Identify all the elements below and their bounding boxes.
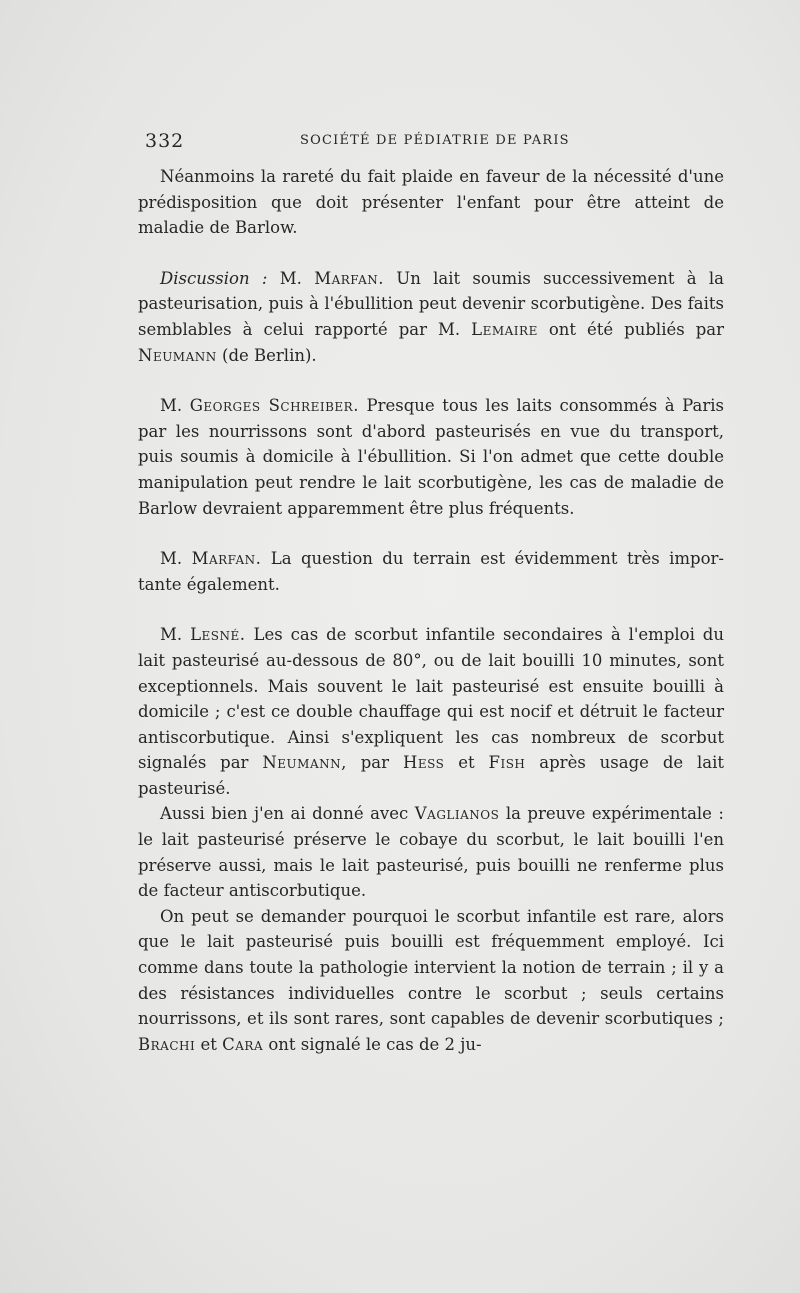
paragraph-schreiber bbox=[138, 393, 724, 521]
speaker-title: M. bbox=[160, 396, 183, 416]
reference-name: Hess bbox=[402, 753, 445, 773]
speaker-name: Lesné. bbox=[190, 625, 246, 645]
discussion-label: Discussion : bbox=[160, 268, 268, 288]
reference-name: Neumann, bbox=[262, 753, 347, 773]
paragraph-text: ont été publiés par bbox=[548, 319, 724, 339]
paragraph-text: Les cas de scorbut infantile secondaires à l'emploi du lait pasteurisé au-dessous de 80°, ou de lait bouilli 10 minutes, sont exceptionnels. Mais souvent le lait pasteurisé est ensuite bouilli à domicile ; c'est ce double chauffage qui est nocif et détruit le facteur antiscorbutique. Ainsi s'expliquent les cas nombreux de scorbut signalés par bbox=[138, 625, 724, 773]
paragraph-text: après usage de lait pasteurisé. bbox=[138, 753, 725, 798]
paragraph-discussion bbox=[138, 266, 724, 368]
paragraph-text: par bbox=[360, 753, 390, 773]
page-number: 332 bbox=[145, 130, 185, 152]
speaker-title: M. bbox=[160, 625, 183, 645]
reference-name: Brachi bbox=[138, 1034, 196, 1054]
paragraph-lesne bbox=[138, 622, 724, 801]
paragraph-text: Un lait soumis successivement à la pasteurisation, puis à l'ébullition peut devenir scorbutigène. Des faits semblables à celui rapporté par bbox=[138, 268, 724, 339]
reference-name: Lemaire bbox=[471, 319, 538, 339]
page-header bbox=[145, 130, 725, 154]
speaker-name: Marfan. bbox=[314, 268, 384, 288]
paragraph-text: Presque tous les laits consommés à Paris par les nourrissons sont d'abord pasteurisés en vue du transport, puis soumis à domicile à l'ébullition. Si l'on admet que cette double manipulation peut rendre le lait scorbutigène, les cas de maladie de Barlow devraient apparemment être plus fréquents. bbox=[138, 396, 725, 518]
paragraph-1 bbox=[138, 164, 724, 241]
paragraph-terrain bbox=[138, 904, 724, 1058]
paragraph-text: et bbox=[458, 753, 475, 773]
body-text bbox=[138, 164, 724, 1057]
paragraph-text: La question du terrain est évidemment très importante également. bbox=[138, 549, 724, 594]
reference-name: Fish bbox=[488, 753, 526, 773]
reference-name: Vaglianos bbox=[414, 804, 500, 824]
speaker-title: M. bbox=[279, 268, 302, 288]
speaker-title: M. bbox=[160, 549, 183, 569]
paragraph-text: la preuve expérimentale : le lait pasteurisé préserve le cobaye du scorbut, le lait bouilli l'en préserve aussi, mais le lait pasteurisé, puis bouilli ne renferme plus de facteur antiscorbutique. bbox=[138, 804, 724, 901]
paragraph-text: ont signalé le cas de 2 ju- bbox=[268, 1034, 482, 1054]
paragraph-vaglianos bbox=[138, 801, 724, 903]
speaker-name: Marfan. bbox=[191, 549, 262, 569]
reference-name: Cara bbox=[222, 1034, 264, 1054]
reference-title: M. bbox=[437, 319, 461, 339]
running-head: SOCIÉTÉ DE PÉDIATRIE DE PARIS bbox=[300, 133, 570, 148]
paragraph-marfan bbox=[138, 546, 724, 597]
paragraph-text: et bbox=[200, 1034, 217, 1054]
paragraph-text: Aussi bien j'en ai donné avec bbox=[160, 804, 409, 824]
speaker-name: Georges Schreiber. bbox=[189, 396, 359, 416]
paragraph-text: Néanmoins la rareté du fait plaide en faveur de la nécessité d'une prédisposition que doit présenter l'enfant pour être atteint de maladie de Barlow. bbox=[138, 167, 724, 238]
paragraph-text: (de Berlin). bbox=[222, 345, 317, 365]
reference-name: Neumann bbox=[138, 345, 217, 365]
paragraph-text: On peut se demander pourquoi le scorbut infantile est rare, alors que le lait pasteurisé puis bouilli est fréquemment employé. Ici comme dans toute la pathologie intervient la notion de terrain ; il y a des résistances individuelles contre le scorbut ; seuls certains nourrissons, et ils sont rares, sont capables de devenir scorbutiques ; bbox=[138, 906, 724, 1029]
